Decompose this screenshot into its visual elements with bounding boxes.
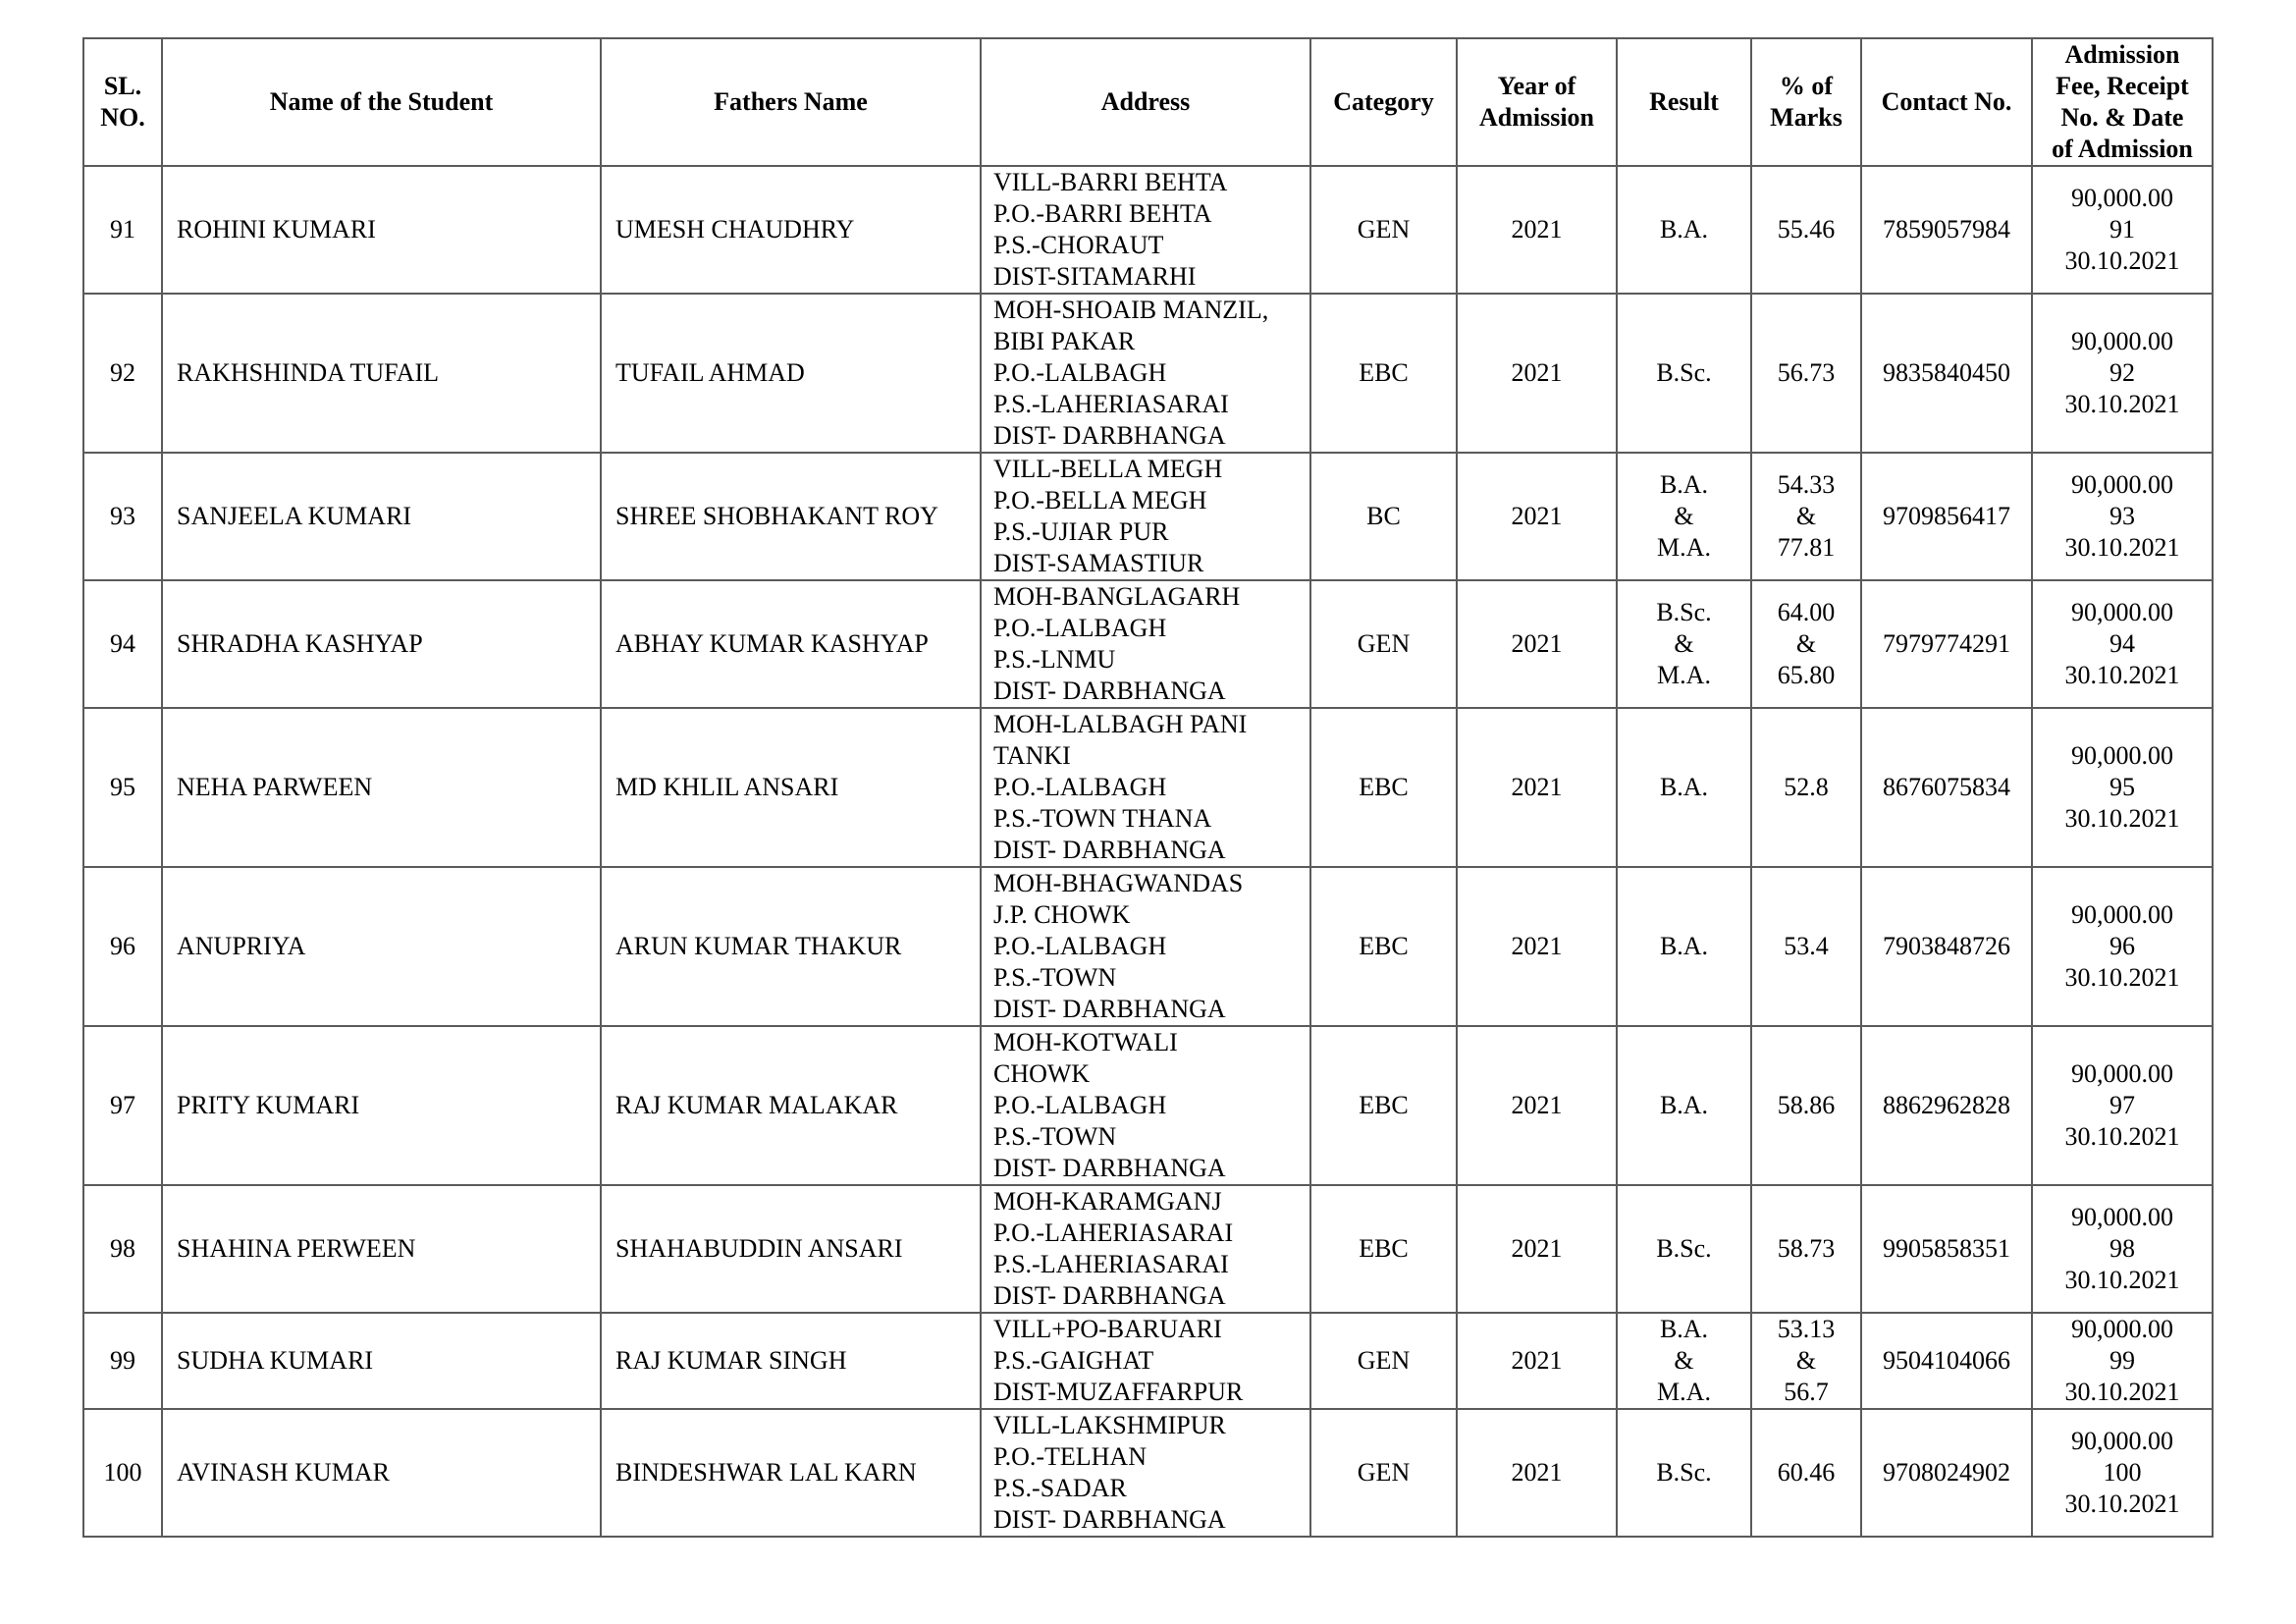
text-line: Year of <box>1497 72 1576 100</box>
table-row <box>83 867 2213 1026</box>
marks-cell <box>1751 166 1861 294</box>
text-line: 91 <box>2109 215 2135 244</box>
text-line: 56.73 <box>1777 358 1836 387</box>
fathers-name-cell: UMESH CHAUDHRY <box>601 166 981 294</box>
text-line: B.Sc. <box>1656 358 1712 387</box>
admission-fee-cell <box>2032 708 2213 867</box>
year-cell: 2021 <box>1457 294 1617 453</box>
text-line: VILL+PO-BARUARI <box>993 1315 1222 1343</box>
address-cell <box>981 1409 1310 1537</box>
result-cell <box>1617 453 1751 580</box>
table-row <box>83 1313 2213 1409</box>
text-line: 65.80 <box>1777 661 1836 689</box>
fathers-name-cell: SHAHABUDDIN ANSARI <box>601 1185 981 1313</box>
text-line: 90,000.00 <box>2071 184 2173 212</box>
text-line: 58.73 <box>1777 1234 1836 1263</box>
result-cell <box>1617 1409 1751 1537</box>
fathers-name-cell: RAJ KUMAR SINGH <box>601 1313 981 1409</box>
result-cell <box>1617 708 1751 867</box>
category-cell: EBC <box>1310 1185 1457 1313</box>
text-line: P.O.-LALBAGH <box>993 1091 1167 1119</box>
result-cell <box>1617 1313 1751 1409</box>
text-line: 92 <box>2109 358 2135 387</box>
table-row <box>83 708 2213 867</box>
text-line: B.A. <box>1659 1315 1709 1343</box>
text-line: 30.10.2021 <box>2064 246 2180 275</box>
result-cell <box>1617 867 1751 1026</box>
text-line: DIST- DARBHANGA <box>993 1505 1226 1534</box>
contact-cell: 9709856417 <box>1861 453 2032 580</box>
header-percent-marks <box>1751 38 1861 166</box>
sl-no-cell: 94 <box>83 580 162 708</box>
text-line: DIST- DARBHANGA <box>993 677 1226 705</box>
marks-cell <box>1751 1185 1861 1313</box>
text-line: 30.10.2021 <box>2064 1378 2180 1406</box>
student-name-cell: ANUPRIYA <box>162 867 601 1026</box>
table-row <box>83 453 2213 580</box>
text-line: P.O.-LALBAGH <box>993 932 1167 960</box>
text-line: & <box>1674 1346 1694 1375</box>
fathers-name-cell: RAJ KUMAR MALAKAR <box>601 1026 981 1185</box>
text-line: 53.4 <box>1784 932 1829 960</box>
text-line: 30.10.2021 <box>2064 390 2180 418</box>
header-result <box>1617 38 1751 166</box>
sl-no-cell: 95 <box>83 708 162 867</box>
text-line: M.A. <box>1657 533 1711 562</box>
text-line: 90,000.00 <box>2071 1315 2173 1343</box>
text-line: VILL-BARRI BEHTA <box>993 168 1228 196</box>
contact-cell: 9708024902 <box>1861 1409 2032 1537</box>
admission-fee-cell <box>2032 1026 2213 1185</box>
header-sl-no <box>83 38 162 166</box>
marks-cell <box>1751 867 1861 1026</box>
sl-no-cell: 99 <box>83 1313 162 1409</box>
year-cell: 2021 <box>1457 867 1617 1026</box>
student-name-cell: NEHA PARWEEN <box>162 708 601 867</box>
text-line: 90,000.00 <box>2071 327 2173 355</box>
text-line: SL. <box>103 72 142 100</box>
text-line: B.A. <box>1659 215 1709 244</box>
sl-no-cell: 97 <box>83 1026 162 1185</box>
text-line: M.A. <box>1657 1378 1711 1406</box>
category-cell: GEN <box>1310 1313 1457 1409</box>
text-line: DIST-MUZAFFARPUR <box>993 1378 1244 1406</box>
admission-fee-cell <box>2032 166 2213 294</box>
contact-cell: 9905858351 <box>1861 1185 2032 1313</box>
text-line: 90,000.00 <box>2071 1059 2173 1088</box>
text-line: P.S.-LAHERIASARAI <box>993 390 1229 418</box>
category-cell: EBC <box>1310 867 1457 1026</box>
result-cell <box>1617 294 1751 453</box>
text-line: 30.10.2021 <box>2064 804 2180 833</box>
text-line: B.A. <box>1659 470 1709 499</box>
text-line: 54.33 <box>1777 470 1836 499</box>
year-cell: 2021 <box>1457 708 1617 867</box>
text-line: & <box>1795 502 1817 530</box>
category-cell: GEN <box>1310 1409 1457 1537</box>
address-cell <box>981 867 1310 1026</box>
admission-fee-cell <box>2032 1185 2213 1313</box>
table-row <box>83 166 2213 294</box>
text-line: P.S.-LNMU <box>993 645 1116 674</box>
header-student-name <box>162 38 601 166</box>
text-line: B.A. <box>1659 1091 1709 1119</box>
text-line: B.Sc. <box>1656 1458 1712 1487</box>
fathers-name-cell: SHREE SHOBHAKANT ROY <box>601 453 981 580</box>
result-cell <box>1617 1185 1751 1313</box>
contact-cell: 8862962828 <box>1861 1026 2032 1185</box>
text-line: VILL-LAKSHMIPUR <box>993 1411 1226 1439</box>
fathers-name-cell: BINDESHWAR LAL KARN <box>601 1409 981 1537</box>
text-line: Fathers Name <box>714 87 868 116</box>
text-line: & <box>1674 629 1694 658</box>
student-name-cell: ROHINI KUMARI <box>162 166 601 294</box>
text-line: DIST-SITAMARHI <box>993 262 1197 291</box>
text-line: CHOWK <box>993 1059 1091 1088</box>
admission-register-table <box>82 37 2214 1538</box>
text-line: P.O.-LAHERIASARAI <box>993 1218 1234 1247</box>
student-name-cell: SANJEELA KUMARI <box>162 453 601 580</box>
marks-cell <box>1751 1026 1861 1185</box>
student-name-cell: SHAHINA PERWEEN <box>162 1185 601 1313</box>
admission-fee-cell <box>2032 294 2213 453</box>
admission-fee-cell <box>2032 1409 2213 1537</box>
category-cell: BC <box>1310 453 1457 580</box>
sl-no-cell: 92 <box>83 294 162 453</box>
marks-cell <box>1751 708 1861 867</box>
student-name-cell: SHRADHA KASHYAP <box>162 580 601 708</box>
contact-cell: 7859057984 <box>1861 166 2032 294</box>
text-line: TANKI <box>993 741 1071 770</box>
header-row <box>83 38 2213 166</box>
text-line: 96 <box>2109 932 2135 960</box>
header-admission-fee <box>2032 38 2213 166</box>
text-line: DIST- DARBHANGA <box>993 421 1226 450</box>
fathers-name-cell: TUFAIL AHMAD <box>601 294 981 453</box>
text-line: 100 <box>2103 1458 2142 1487</box>
address-cell <box>981 1185 1310 1313</box>
admission-fee-cell <box>2032 580 2213 708</box>
text-line: P.S.-SADAR <box>993 1474 1127 1502</box>
text-line: DIST- DARBHANGA <box>993 836 1226 864</box>
category-cell: EBC <box>1310 708 1457 867</box>
sl-no-cell: 96 <box>83 867 162 1026</box>
text-line: DIST-SAMASTIUR <box>993 549 1204 577</box>
header-fathers-name <box>601 38 981 166</box>
header-contact-no <box>1861 38 2032 166</box>
year-cell: 2021 <box>1457 1313 1617 1409</box>
student-name-cell: RAKHSHINDA TUFAIL <box>162 294 601 453</box>
sl-no-cell: 91 <box>83 166 162 294</box>
text-line: Address <box>1100 87 1191 116</box>
text-line: & <box>1795 629 1817 658</box>
fathers-name-cell: MD KHLIL ANSARI <box>601 708 981 867</box>
text-line: DIST- DARBHANGA <box>993 995 1226 1023</box>
sl-no-cell: 93 <box>83 453 162 580</box>
text-line: & <box>1674 502 1694 530</box>
text-line: NO. <box>100 103 145 132</box>
text-line: 55.46 <box>1777 215 1836 244</box>
text-line: MOH-KOTWALI <box>993 1028 1178 1056</box>
text-line: P.O.-BARRI BEHTA <box>993 199 1212 228</box>
text-line: P.S.-UJIAR PUR <box>993 517 1169 546</box>
address-cell <box>981 1313 1310 1409</box>
table-row <box>83 1185 2213 1313</box>
text-line: P.O.-BELLA MEGH <box>993 486 1207 514</box>
text-line: P.O.-LALBAGH <box>993 773 1167 801</box>
admission-fee-cell <box>2032 1313 2213 1409</box>
text-line: P.S.-GAIGHAT <box>993 1346 1154 1375</box>
contact-cell: 7903848726 <box>1861 867 2032 1026</box>
text-line: P.S.-TOWN THANA <box>993 804 1212 833</box>
text-line: B.Sc. <box>1656 598 1712 626</box>
text-line: 90,000.00 <box>2071 1203 2173 1231</box>
text-line: 58.86 <box>1777 1091 1836 1119</box>
address-cell <box>981 453 1310 580</box>
text-line: 53.13 <box>1777 1315 1836 1343</box>
address-cell <box>981 708 1310 867</box>
address-cell <box>981 580 1310 708</box>
text-line: 93 <box>2109 502 2135 530</box>
text-line: Result <box>1649 87 1719 116</box>
address-cell <box>981 1026 1310 1185</box>
year-cell: 2021 <box>1457 166 1617 294</box>
address-cell <box>981 166 1310 294</box>
text-line: M.A. <box>1657 661 1711 689</box>
contact-cell: 7979774291 <box>1861 580 2032 708</box>
year-cell: 2021 <box>1457 580 1617 708</box>
text-line: 30.10.2021 <box>2064 1489 2180 1518</box>
text-line: MOH-KARAMGANJ <box>993 1187 1222 1216</box>
text-line: 30.10.2021 <box>2064 661 2180 689</box>
text-line: B.Sc. <box>1656 1234 1712 1263</box>
fathers-name-cell: ABHAY KUMAR KASHYAP <box>601 580 981 708</box>
marks-cell <box>1751 294 1861 453</box>
table-row <box>83 580 2213 708</box>
text-line: & <box>1795 1346 1817 1375</box>
text-line: of Admission <box>2052 135 2193 163</box>
text-line: B.A. <box>1659 773 1709 801</box>
text-line: 97 <box>2109 1091 2135 1119</box>
admission-fee-cell <box>2032 867 2213 1026</box>
header-year-of-admission <box>1457 38 1617 166</box>
fathers-name-cell: ARUN KUMAR THAKUR <box>601 867 981 1026</box>
text-line: 77.81 <box>1777 533 1836 562</box>
text-line: 30.10.2021 <box>2064 963 2180 992</box>
text-line: P.O.-LALBAGH <box>993 614 1167 642</box>
sl-no-cell: 98 <box>83 1185 162 1313</box>
year-cell: 2021 <box>1457 1185 1617 1313</box>
text-line: No. & Date <box>2060 103 2184 132</box>
text-line: 30.10.2021 <box>2064 1266 2180 1294</box>
text-line: 30.10.2021 <box>2064 533 2180 562</box>
text-line: 98 <box>2109 1234 2135 1263</box>
contact-cell: 8676075834 <box>1861 708 2032 867</box>
text-line: 90,000.00 <box>2071 598 2173 626</box>
text-line: P.O.-LALBAGH <box>993 358 1167 387</box>
text-line: MOH-SHOAIB MANZIL, <box>993 296 1269 324</box>
text-line: VILL-BELLA MEGH <box>993 455 1223 483</box>
text-line: 90,000.00 <box>2071 900 2173 929</box>
table-row <box>83 1409 2213 1537</box>
table-row <box>83 1026 2213 1185</box>
category-cell: EBC <box>1310 1026 1457 1185</box>
header-address <box>981 38 1310 166</box>
text-line: MOH-BANGLAGARH <box>993 582 1241 611</box>
table-row <box>83 294 2213 453</box>
year-cell: 2021 <box>1457 1409 1617 1537</box>
result-cell <box>1617 1026 1751 1185</box>
category-cell: EBC <box>1310 294 1457 453</box>
text-line: % of <box>1779 72 1834 100</box>
text-line: Marks <box>1770 103 1842 132</box>
text-line: DIST- DARBHANGA <box>993 1154 1226 1182</box>
text-line: P.S.-LAHERIASARAI <box>993 1250 1229 1278</box>
text-line: 56.7 <box>1784 1378 1829 1406</box>
text-line: 90,000.00 <box>2071 741 2173 770</box>
category-cell: GEN <box>1310 166 1457 294</box>
student-name-cell: SUDHA KUMARI <box>162 1313 601 1409</box>
text-line: 99 <box>2109 1346 2135 1375</box>
text-line: 64.00 <box>1777 598 1836 626</box>
text-line: Name of the Student <box>269 87 494 116</box>
year-cell: 2021 <box>1457 453 1617 580</box>
text-line: 94 <box>2109 629 2135 658</box>
text-line: MOH-LALBAGH PANI <box>993 710 1248 738</box>
text-line: Fee, Receipt <box>2056 72 2189 100</box>
address-cell <box>981 294 1310 453</box>
student-name-cell: PRITY KUMARI <box>162 1026 601 1185</box>
text-line: P.S.-TOWN <box>993 1122 1117 1151</box>
text-line: Contact No. <box>1881 87 2012 116</box>
category-cell: GEN <box>1310 580 1457 708</box>
header-category <box>1310 38 1457 166</box>
marks-cell <box>1751 1409 1861 1537</box>
text-line: BIBI PAKAR <box>993 327 1136 355</box>
contact-cell: 9835840450 <box>1861 294 2032 453</box>
marks-cell <box>1751 1313 1861 1409</box>
text-line: P.O.-TELHAN <box>993 1442 1147 1471</box>
text-line: 60.46 <box>1777 1458 1836 1487</box>
result-cell <box>1617 166 1751 294</box>
text-line: B.A. <box>1659 932 1709 960</box>
student-name-cell: AVINASH KUMAR <box>162 1409 601 1537</box>
text-line: 90,000.00 <box>2071 1427 2173 1455</box>
text-line: 30.10.2021 <box>2064 1122 2180 1151</box>
marks-cell <box>1751 453 1861 580</box>
text-line: MOH-BHAGWANDAS <box>993 869 1244 897</box>
text-line: Admission <box>1478 103 1595 132</box>
marks-cell <box>1751 580 1861 708</box>
text-line: 90,000.00 <box>2071 470 2173 499</box>
text-line: 52.8 <box>1784 773 1829 801</box>
result-cell <box>1617 580 1751 708</box>
sl-no-cell: 100 <box>83 1409 162 1537</box>
admission-fee-cell <box>2032 453 2213 580</box>
text-line: Category <box>1333 87 1434 116</box>
text-line: J.P. CHOWK <box>993 900 1131 929</box>
text-line: DIST- DARBHANGA <box>993 1281 1226 1310</box>
text-line: P.S.-TOWN <box>993 963 1117 992</box>
contact-cell: 9504104066 <box>1861 1313 2032 1409</box>
text-line: P.S.-CHORAUT <box>993 231 1164 259</box>
text-line: 95 <box>2109 773 2135 801</box>
text-line: Admission <box>2064 40 2180 69</box>
year-cell: 2021 <box>1457 1026 1617 1185</box>
